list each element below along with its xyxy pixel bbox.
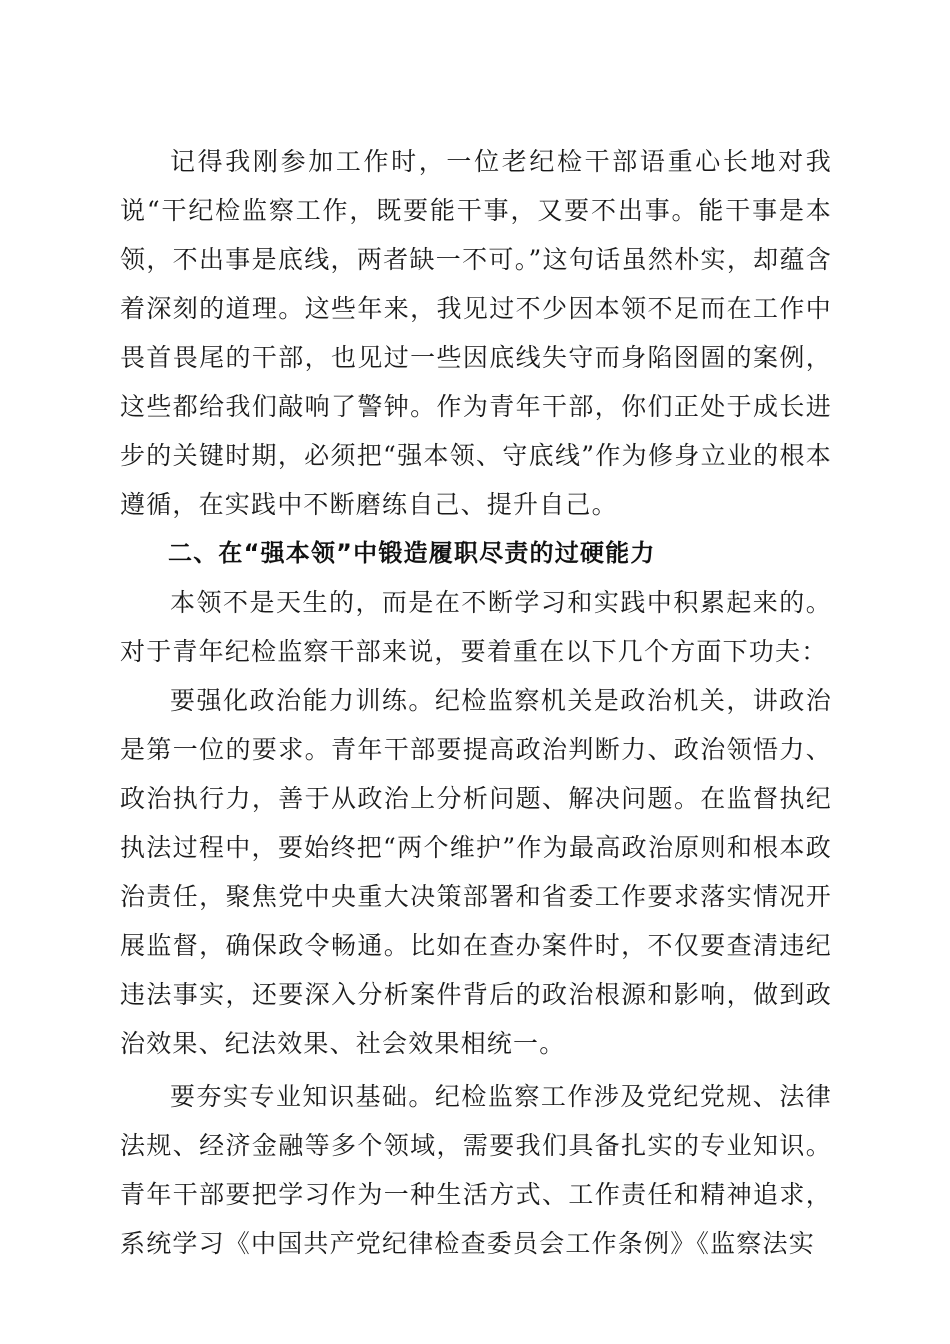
paragraph-intro: 记得我刚参加工作时，一位老纪检干部语重心长地对我说“干纪检监察工作，既要能干事，又要不出事。能干事是本领，不出事是底线，两者缺一不可。”这句话虽然朴实，却蕴含着深刻的道理。这些年来，我见过不少因本领不足而在工作中畏首畏尾的干部，也见过一些因底线失守而身陷囹圄的案例，这些都给我们敲响了警钟。作为青年干部，你们正处于成长进步的关键时期，必须把“强本领、守底线”作为修身立业的根本遵循，在实践中不断磨练自己、提升自己。: [120, 147, 832, 519]
document-body: [120, 137, 832, 1268]
paragraph-professional-knowledge: 要夯实专业知识基础。纪检监察工作涉及党纪党规、法律法规、经济金融等多个领域，需要我们具备扎实的专业知识。青年干部要把学习作为一种生活方式、工作责任和精神追求，系统学习《中国共产党纪律检查委员会工作条例》《监察法实: [120, 1082, 832, 1258]
paragraph-skills-intro: 本领不是天生的，而是在不断学习和实践中积累起来的。对于青年纪检监察干部来说，要着重在以下几个方面下功夫：: [120, 588, 832, 666]
section-heading-2: 二、在“强本领”中锻造履职尽责的过硬能力: [168, 539, 656, 567]
paragraph-political-ability: 要强化政治能力训练。纪检监察机关是政治机关，讲政治是第一位的要求。青年干部要提高政治判断力、政治领悟力、政治执行力，善于从政治上分析问题、解决问题。在监督执纪执法过程中，要始终把“两个维护”作为最高政治原则和根本政治责任，聚焦党中央重大决策部署和省委工作要求落实情况开展监督，确保政令畅通。比如在查办案件时，不仅要查清违纪违法事实，还要深入分析案件背后的政治根源和影响，做到政治效果、纪法效果、社会效果相统一。: [120, 686, 832, 1058]
